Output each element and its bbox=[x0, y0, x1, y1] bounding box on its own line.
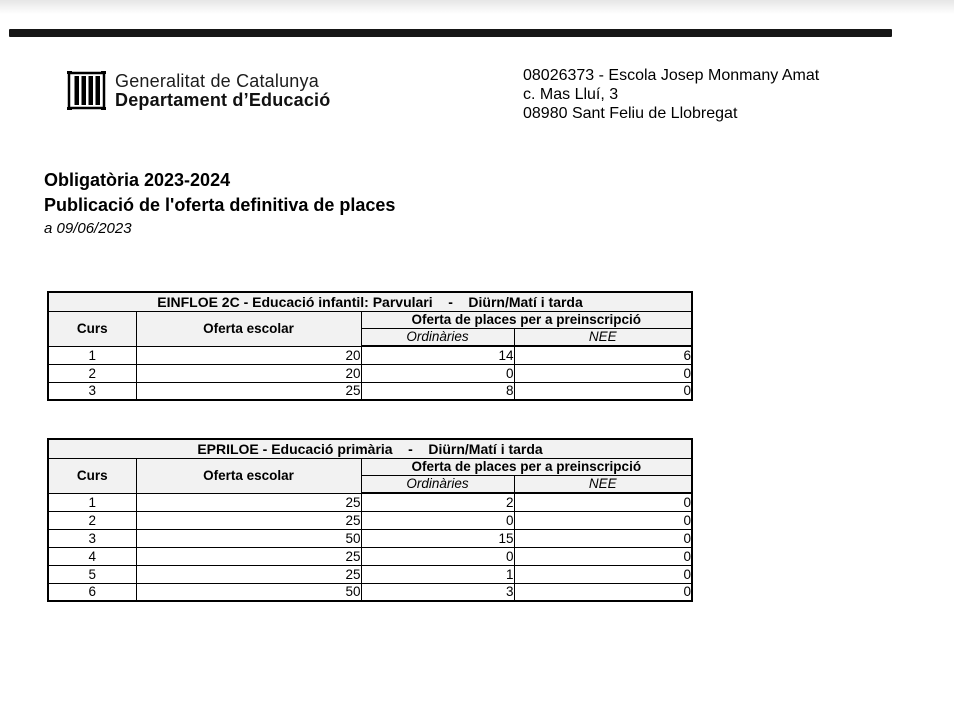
table-row bbox=[48, 511, 692, 529]
ord-cell: 2 bbox=[361, 493, 514, 511]
table-row bbox=[48, 493, 692, 511]
table-einfloe bbox=[47, 291, 693, 401]
table-row bbox=[48, 565, 692, 583]
col-header-nee: NEE bbox=[514, 328, 692, 346]
curs-cell: 1 bbox=[48, 346, 136, 364]
doc-date: a 09/06/2023 bbox=[44, 220, 132, 237]
oferta-cell: 25 bbox=[136, 493, 361, 511]
col-header-oferta: Oferta escolar bbox=[136, 458, 361, 493]
school-city: 08980 Sant Feliu de Llobregat bbox=[523, 105, 738, 122]
table-row bbox=[48, 346, 692, 364]
table-header-row bbox=[48, 311, 692, 328]
curs-cell: 3 bbox=[48, 382, 136, 400]
col-header-ordinaries: Ordinàries bbox=[361, 328, 514, 346]
curs-cell: 2 bbox=[48, 511, 136, 529]
curs-cell: 3 bbox=[48, 529, 136, 547]
ord-cell: 14 bbox=[361, 346, 514, 364]
oferta-cell: 25 bbox=[136, 547, 361, 565]
senyera-icon bbox=[66, 70, 107, 111]
nee-cell: 0 bbox=[514, 493, 692, 511]
table-title-row bbox=[48, 439, 692, 458]
col-header-oferta: Oferta escolar bbox=[136, 311, 361, 346]
oferta-cell: 25 bbox=[136, 565, 361, 583]
oferta-cell: 25 bbox=[136, 511, 361, 529]
nee-cell: 0 bbox=[514, 364, 692, 382]
generalitat-logo bbox=[66, 70, 330, 111]
oferta-cell: 20 bbox=[136, 346, 361, 364]
oferta-cell: 50 bbox=[136, 583, 361, 601]
col-header-places: Oferta de places per a preinscripció bbox=[361, 458, 692, 475]
ord-cell: 3 bbox=[361, 583, 514, 601]
table-title: EPRILOE - Educació primària - Diürn/Matí i tarda bbox=[48, 439, 692, 458]
ord-cell: 8 bbox=[361, 382, 514, 400]
top-shadow bbox=[0, 0, 954, 14]
curs-cell: 2 bbox=[48, 364, 136, 382]
school-street: c. Mas Lluí, 3 bbox=[523, 86, 619, 103]
table-row bbox=[48, 529, 692, 547]
table-eprioloe bbox=[47, 438, 693, 602]
col-header-curs: Curs bbox=[48, 311, 136, 346]
top-divider-bar bbox=[9, 29, 892, 37]
table-row bbox=[48, 583, 692, 601]
curs-cell: 6 bbox=[48, 583, 136, 601]
table-header-row bbox=[48, 458, 692, 475]
curs-cell: 5 bbox=[48, 565, 136, 583]
oferta-cell: 20 bbox=[136, 364, 361, 382]
nee-cell: 0 bbox=[514, 547, 692, 565]
nee-cell: 6 bbox=[514, 346, 692, 364]
ord-cell: 1 bbox=[361, 565, 514, 583]
ord-cell: 0 bbox=[361, 511, 514, 529]
col-header-places: Oferta de places per a preinscripció bbox=[361, 311, 692, 328]
doc-title-main: Publicació de l'oferta definitiva de places bbox=[44, 195, 396, 215]
nee-cell: 0 bbox=[514, 382, 692, 400]
curs-cell: 1 bbox=[48, 493, 136, 511]
table-title-row bbox=[48, 292, 692, 311]
table-row bbox=[48, 382, 692, 400]
col-header-ordinaries: Ordinàries bbox=[361, 475, 514, 493]
table-row bbox=[48, 547, 692, 565]
ord-cell: 15 bbox=[361, 529, 514, 547]
nee-cell: 0 bbox=[514, 529, 692, 547]
nee-cell: 0 bbox=[514, 583, 692, 601]
school-code-name: 08026373 - Escola Josep Monmany Amat bbox=[523, 67, 820, 84]
brand-text bbox=[115, 72, 330, 110]
table-title: EINFLOE 2C - Educació infantil: Parvulari - Diürn/Matí i tarda bbox=[48, 292, 692, 311]
brand-org: Generalitat de Catalunya bbox=[115, 70, 319, 91]
nee-cell: 0 bbox=[514, 565, 692, 583]
nee-cell: 0 bbox=[514, 511, 692, 529]
col-header-curs: Curs bbox=[48, 458, 136, 493]
doc-title-block bbox=[44, 168, 395, 237]
col-header-nee: NEE bbox=[514, 475, 692, 493]
ord-cell: 0 bbox=[361, 364, 514, 382]
curs-cell: 4 bbox=[48, 547, 136, 565]
brand-dept: Departament d’Educació bbox=[115, 89, 331, 110]
school-info bbox=[523, 66, 819, 123]
oferta-cell: 50 bbox=[136, 529, 361, 547]
table-row bbox=[48, 364, 692, 382]
doc-title-year: Obligatòria 2023-2024 bbox=[44, 170, 231, 190]
ord-cell: 0 bbox=[361, 547, 514, 565]
oferta-cell: 25 bbox=[136, 382, 361, 400]
